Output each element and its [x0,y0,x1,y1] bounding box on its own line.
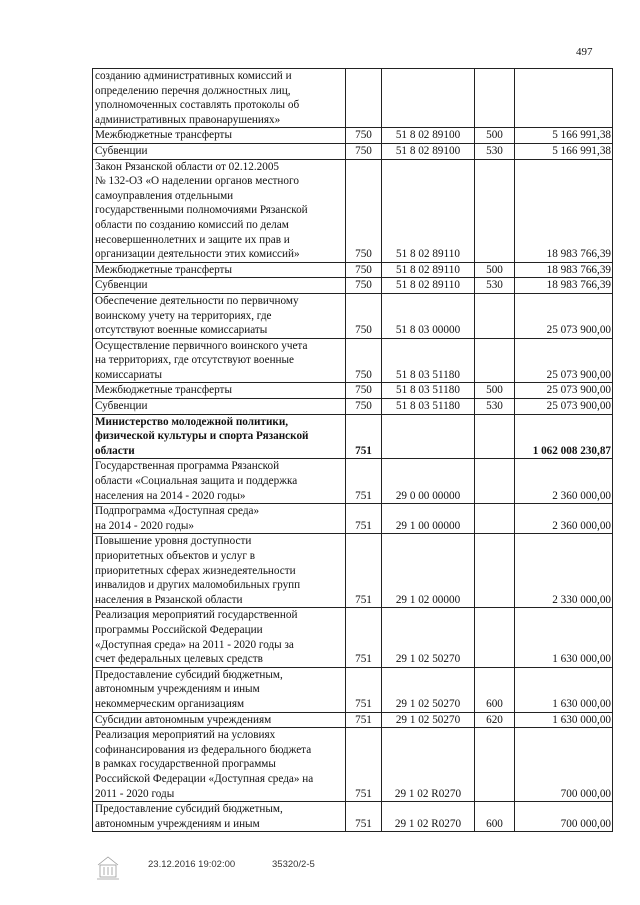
row-ved-code: 750 [346,262,382,278]
row-ved-code [346,69,382,128]
row-sum: 1 630 000,00 [515,608,613,667]
row-target-article: 51 8 03 00000 [382,293,475,338]
row-target-article: 51 8 03 51180 [382,338,475,383]
row-target-article: 51 8 02 89110 [382,262,475,278]
row-ved-code: 750 [346,159,382,262]
row-target-article: 29 1 02 50270 [382,712,475,728]
row-expense-type: 500 [475,383,515,399]
row-expense-type [475,459,515,504]
table-row [93,143,613,159]
row-target-article: 29 1 02 50270 [382,608,475,667]
row-sum: 5 166 991,38 [515,143,613,159]
row-target-article: 51 8 02 89110 [382,159,475,262]
table-row [93,262,613,278]
row-ved-code: 751 [346,712,382,728]
row-target-article: 29 1 02 00000 [382,534,475,608]
row-sum: 2 360 000,00 [515,459,613,504]
table-row [93,338,613,383]
row-name: Межбюджетные трансферты [93,383,346,399]
table-row [93,159,613,262]
table-row [93,128,613,144]
row-ved-code: 751 [346,802,382,832]
table-row [93,534,613,608]
row-expense-type [475,534,515,608]
row-expense-type [475,338,515,383]
row-expense-type [475,159,515,262]
row-ved-code: 750 [346,278,382,294]
row-ved-code: 751 [346,608,382,667]
table-row [93,414,613,459]
row-sum: 2 360 000,00 [515,504,613,534]
table-row [93,383,613,399]
row-name: Реализация мероприятий государственной программы Российской Федерации «Доступная среда» на 2011 - 2020 годы за счет федеральных целевых средств [93,608,346,667]
row-expense-type [475,504,515,534]
row-sum: 5 166 991,38 [515,128,613,144]
row-expense-type: 620 [475,712,515,728]
row-target-article: 29 1 02 R0270 [382,728,475,802]
row-target-article: 29 1 02 R0270 [382,802,475,832]
row-ved-code: 751 [346,728,382,802]
table-row [93,608,613,667]
footer-date: 23.12.2016 19:02:00 [148,859,236,870]
row-target-article: 51 8 02 89110 [382,278,475,294]
table-row [93,459,613,504]
building-stamp-icon [95,853,121,883]
row-ved-code: 750 [346,143,382,159]
row-name: Субвенции [93,399,346,415]
row-target-article [382,69,475,128]
row-sum: 1 630 000,00 [515,712,613,728]
footer-doc-number: 35320/2-5 [272,859,315,870]
row-ved-code: 751 [346,534,382,608]
row-name: Межбюджетные трансферты [93,128,346,144]
row-name: Закон Рязанской области от 02.12.2005 № 132-ОЗ «О наделении органов местного самоуправления отдельными государственными полномочиями Рязанской области по созданию комиссий по делам несовершеннолетних и защите их прав и организации деятельности этих комиссий» [93,159,346,262]
row-sum: 1 062 008 230,87 [515,414,613,459]
row-ved-code: 751 [346,414,382,459]
row-expense-type: 530 [475,143,515,159]
budget-table [92,68,613,832]
row-sum: 1 630 000,00 [515,667,613,712]
row-ved-code: 751 [346,504,382,534]
row-expense-type [475,728,515,802]
table-row [93,712,613,728]
row-ved-code: 750 [346,383,382,399]
row-name: Субсидии автономным учреждениям [93,712,346,728]
table-row [93,293,613,338]
row-name: Государственная программа Рязанской области «Социальная защита и поддержка населения на 2014 - 2020 годы» [93,459,346,504]
row-sum: 18 983 766,39 [515,278,613,294]
footer-watermark [452,855,602,866]
table-row [93,802,613,832]
row-name: Обеспечение деятельности по первичному воинскому учету на территориях, где отсутствуют военные комиссариаты [93,293,346,338]
row-sum: 25 073 900,00 [515,399,613,415]
row-target-article: 51 8 02 89100 [382,143,475,159]
row-sum: 700 000,00 [515,728,613,802]
row-sum: 25 073 900,00 [515,293,613,338]
row-target-article: 29 1 00 00000 [382,504,475,534]
table-row [93,667,613,712]
row-name: Министерство молодежной политики, физической культуры и спорта Рязанской области [93,414,346,459]
row-ved-code: 750 [346,399,382,415]
row-expense-type: 600 [475,802,515,832]
row-name: Осуществление первичного воинского учета на территориях, где отсутствуют военные комиссариаты [93,338,346,383]
row-expense-type: 530 [475,278,515,294]
row-target-article: 29 0 00 00000 [382,459,475,504]
row-ved-code: 751 [346,459,382,504]
row-target-article [382,414,475,459]
row-ved-code: 750 [346,128,382,144]
table-body [93,69,613,832]
row-name: Реализация мероприятий на условиях софинансирования из федерального бюджета в рамках государственной программы Российской Федерации «Доступная среда» на 2011 - 2020 годы [93,728,346,802]
row-ved-code: 751 [346,667,382,712]
row-name: Межбюджетные трансферты [93,262,346,278]
row-sum: 25 073 900,00 [515,338,613,383]
row-name: Предоставление субсидий бюджетным, автономным учреждениям и иным [93,802,346,832]
row-expense-type [475,293,515,338]
row-sum: 25 073 900,00 [515,383,613,399]
row-expense-type: 530 [475,399,515,415]
table-row [93,278,613,294]
row-expense-type: 600 [475,667,515,712]
row-sum: 18 983 766,39 [515,262,613,278]
row-target-article: 51 8 02 89100 [382,128,475,144]
row-ved-code: 750 [346,338,382,383]
row-expense-type [475,69,515,128]
row-ved-code: 750 [346,293,382,338]
table-row [93,728,613,802]
table-row [93,504,613,534]
row-target-article: 29 1 02 50270 [382,667,475,712]
row-name: Повышение уровня доступности приоритетных объектов и услуг в приоритетных сферах жизнедеятельности инвалидов и других маломобильных групп населения в Рязанской области [93,534,346,608]
row-name: Подпрограмма «Доступная среда» на 2014 - 2020 годы» [93,504,346,534]
row-sum: 2 330 000,00 [515,534,613,608]
footer [0,855,640,895]
row-expense-type: 500 [475,128,515,144]
row-name: Субвенции [93,278,346,294]
row-target-article: 51 8 03 51180 [382,383,475,399]
row-expense-type [475,608,515,667]
page-number: 497 [576,46,593,58]
row-target-article: 51 8 03 51180 [382,399,475,415]
table-row [93,399,613,415]
row-sum: 18 983 766,39 [515,159,613,262]
row-expense-type: 500 [475,262,515,278]
row-sum [515,69,613,128]
row-expense-type [475,414,515,459]
row-name: Предоставление субсидий бюджетным, автономным учреждениям и иным некоммерческим организациям [93,667,346,712]
row-name: созданию административных комиссий и определению перечня должностных лиц, уполномоченных составлять протоколы об административных правонарушениях» [93,69,346,128]
row-sum: 700 000,00 [515,802,613,832]
row-name: Субвенции [93,143,346,159]
table-row [93,69,613,128]
